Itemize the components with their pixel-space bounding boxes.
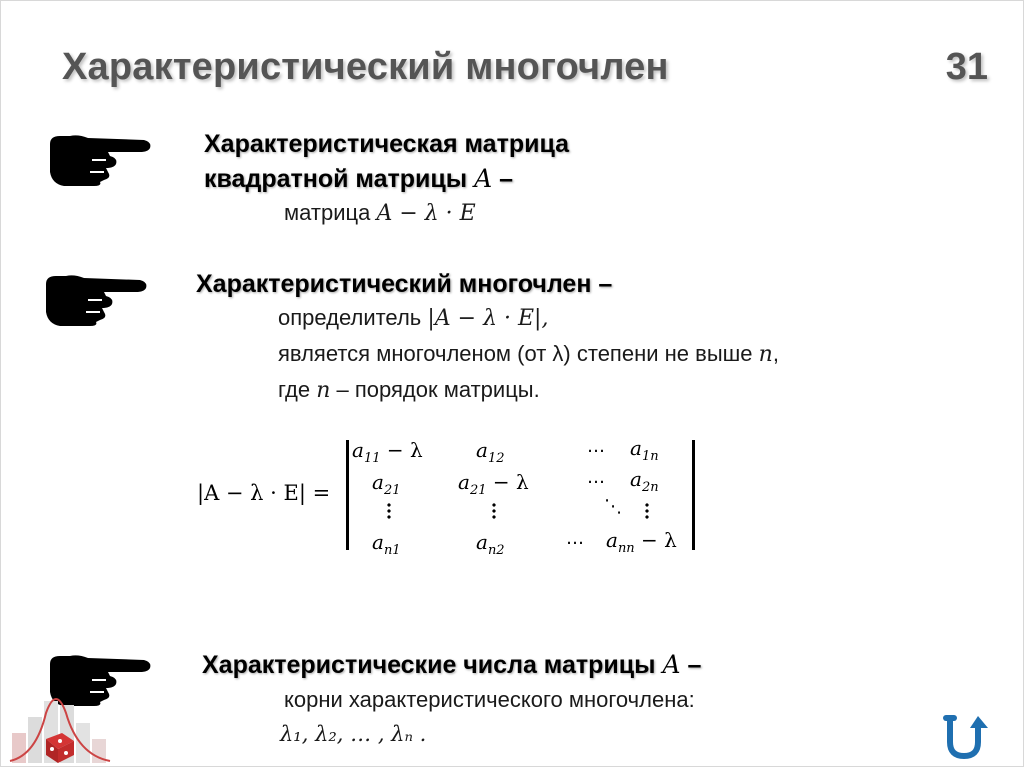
block3-body-line1: корни характеристического многочлена: [284,687,695,712]
matrix-row4-ellipsis: … [566,528,584,549]
matrix-cell-a1n: $a_{1n}$ [630,436,659,464]
determinant-left-bar [346,440,349,550]
pointing-hand-icon [44,270,148,326]
matrix-col2-vdots [492,502,496,520]
slide-title: Характеристический многочлен [62,46,669,88]
probability-dice-icon [6,683,118,765]
matrix-diag-dots: ⋱ [604,496,622,517]
matrix-col4-vdots [645,502,649,520]
matrix-cell-an1: $a_{n1}$ [372,530,401,558]
return-arrow-icon[interactable] [942,712,998,762]
block3-body-line2: λ₁, λ₂, … , λₙ . [280,722,427,746]
block1-body: матрица A − λ · E [284,200,476,226]
block2-line3: где n – порядок матрицы. [278,377,540,403]
matrix-col1-vdots [387,502,391,520]
matrix-cell-a12: $a_{12}$ [476,438,505,466]
matrix-cell-a21: $a_{21}$ [372,470,401,498]
block2-line1: определитель |A − λ · E|, [278,305,549,331]
block1-heading-line2: квадратной матрицы A – [204,164,513,193]
determinant-right-bar [692,440,695,550]
block1-heading-line1: Характеристическая матрица [204,130,570,158]
matrix-cell-a2n: $a_{2n}$ [630,467,659,495]
block3-heading: Характеристические числа матрицы A – [202,650,702,679]
determinant-lhs: |A − λ · E| = [197,481,331,505]
page-number: 31 [945,46,988,88]
matrix-cell-an2: $a_{n2}$ [476,530,505,558]
matrix-cell-ann: $a_{nn} - \lambda$ [606,528,677,556]
pointing-hand-icon [48,130,152,186]
matrix-row1-ellipsis: … [587,436,605,457]
block2-line2: является многочленом (от λ) степени не выше n, [278,341,779,367]
matrix-cell-a11: $a_{11} - \lambda$ [352,438,423,466]
matrix-row2-ellipsis: … [587,467,605,488]
matrix-cell-a22: $a_{21} - \lambda$ [458,470,529,498]
block2-heading: Характеристический многочлен – [196,270,613,298]
